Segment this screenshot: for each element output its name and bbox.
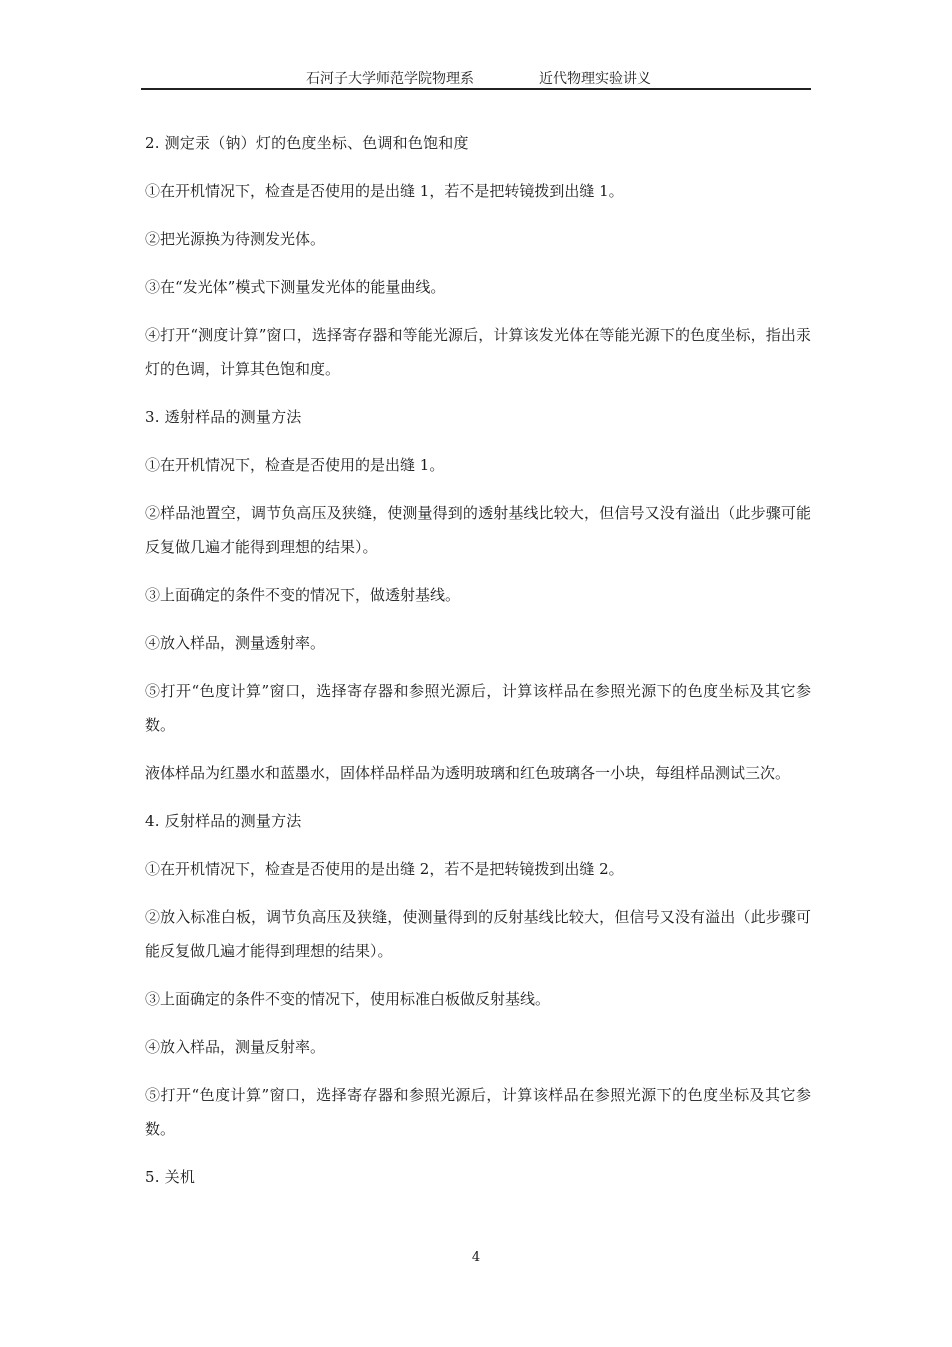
step-paragraph: ②放入标准白板，调节负高压及狭缝，使测量得到的反射基线比较大，但信号又没有溢出（此步骤可能反复做几遍才能得到理想的结果）。 bbox=[145, 908, 811, 960]
step-paragraph: ③上面确定的条件不变的情况下，使用标准白板做反射基线。 bbox=[145, 990, 551, 1008]
step-paragraph: ④放入样品，测量透射率。 bbox=[145, 634, 326, 652]
page-number: 4 bbox=[471, 1250, 481, 1265]
section-heading-5: 5. 关机 bbox=[145, 1168, 196, 1186]
step-paragraph: ④打开“测度计算”窗口，选择寄存器和等能光源后，计算该发光体在等能光源下的色度坐标，指出汞灯的色调，计算其色饱和度。 bbox=[145, 326, 811, 378]
step-paragraph: ①在开机情况下，检查是否使用的是出缝 1。 bbox=[145, 456, 445, 474]
note-paragraph: 液体样品为红墨水和蓝墨水，固体样品样品为透明玻璃和红色玻璃各一小块，每组样品测试三次。 bbox=[145, 764, 791, 782]
document-body bbox=[145, 126, 811, 1208]
step-paragraph: ②样品池置空，调节负高压及狭缝，使测量得到的透射基线比较大，但信号又没有溢出（此步骤可能反复做几遍才能得到理想的结果）。 bbox=[145, 504, 811, 556]
step-paragraph: ①在开机情况下，检查是否使用的是出缝 1，若不是把转镜拨到出缝 1。 bbox=[145, 182, 624, 200]
step-paragraph: ③上面确定的条件不变的情况下，做透射基线。 bbox=[145, 586, 461, 604]
step-paragraph: ②把光源换为待测发光体。 bbox=[145, 230, 326, 248]
header-course-title: 近代物理实验讲义 bbox=[539, 71, 651, 87]
step-paragraph: ①在开机情况下，检查是否使用的是出缝 2，若不是把转镜拨到出缝 2。 bbox=[145, 860, 624, 878]
step-paragraph: ⑤打开“色度计算”窗口，选择寄存器和参照光源后，计算该样品在参照光源下的色度坐标及其它参数。 bbox=[145, 682, 811, 734]
section-heading-2: 2. 测定汞（钠）灯的色度坐标、色调和色饱和度 bbox=[145, 134, 469, 152]
section-heading-4: 4. 反射样品的测量方法 bbox=[145, 812, 302, 830]
header-institution: 石河子大学师范学院物理系 bbox=[306, 71, 474, 87]
step-paragraph: ③在“发光体”模式下测量发光体的能量曲线。 bbox=[145, 278, 446, 296]
section-heading-3: 3. 透射样品的测量方法 bbox=[145, 408, 302, 426]
step-paragraph: ⑤打开“色度计算”窗口，选择寄存器和参照光源后，计算该样品在参照光源下的色度坐标及其它参数。 bbox=[145, 1086, 811, 1138]
step-paragraph: ④放入样品，测量反射率。 bbox=[145, 1038, 326, 1056]
page-header bbox=[141, 66, 811, 90]
